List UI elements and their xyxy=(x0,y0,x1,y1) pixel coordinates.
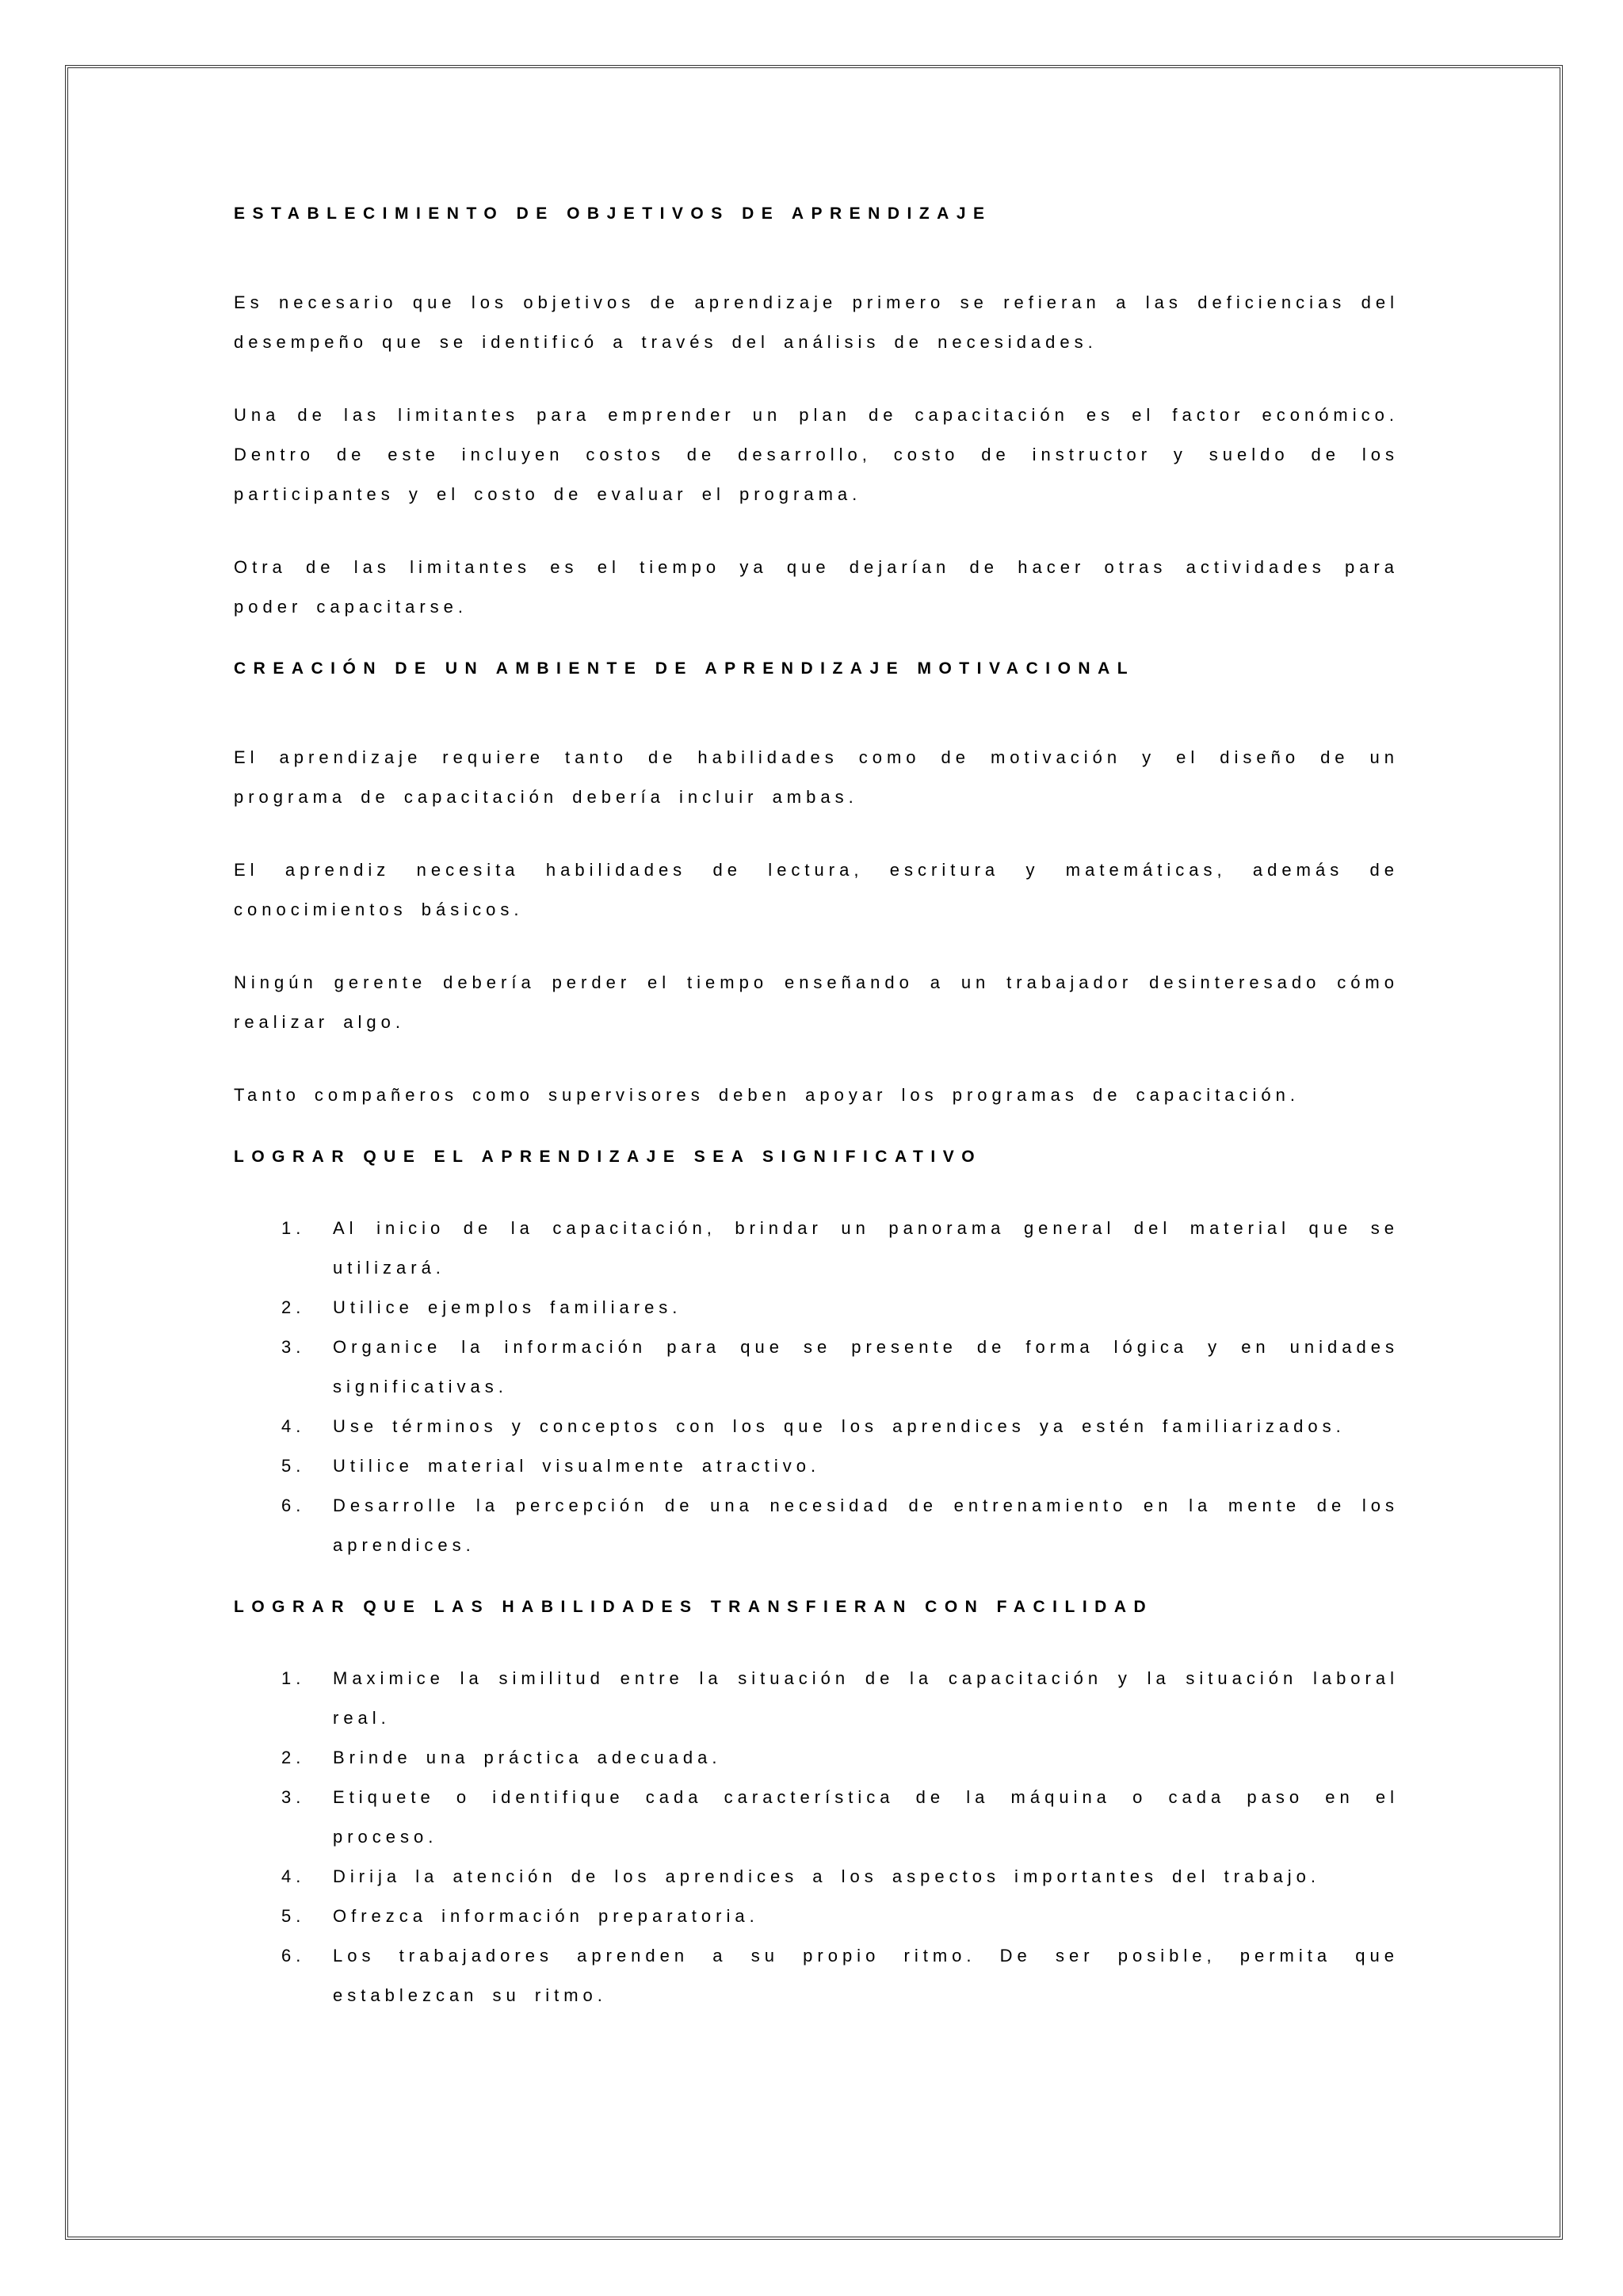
section-heading-ambiente: CREACIÓN DE UN AMBIENTE DE APRENDIZAJE MOTIVACIONAL xyxy=(234,659,1136,678)
list-text: Desarrolle la percepción de una necesidad de entrenamiento en la mente de los aprendices. xyxy=(333,1496,1399,1555)
list-number: 1. xyxy=(281,1668,306,1688)
list-text: Utilice ejemplos familiares. xyxy=(333,1297,682,1317)
list-item xyxy=(234,1897,1399,1936)
list-item xyxy=(234,1659,1399,1738)
list-text: Los trabajadores aprenden a su propio ritmo. De ser posible, permita que establezcan su ritmo. xyxy=(333,1946,1399,2005)
list-text: Dirija la atención de los aprendices a los aspectos importantes del trabajo. xyxy=(333,1866,1320,1886)
list-number: 5. xyxy=(281,1906,306,1926)
list-item xyxy=(234,1857,1399,1897)
numbered-list-transferencia xyxy=(234,1659,1399,2015)
list-text: Utilice material visualmente atractivo. xyxy=(333,1456,821,1476)
list-text: Organice la información para que se presente de forma lógica y en unidades significativas. xyxy=(333,1337,1399,1396)
list-number: 4. xyxy=(281,1416,306,1436)
list-number: 3. xyxy=(281,1787,306,1807)
list-item xyxy=(234,1778,1399,1857)
list-number: 4. xyxy=(281,1866,306,1886)
paragraph: Ningún gerente debería perder el tiempo enseñando a un trabajador desinteresado cómo realizar algo. xyxy=(234,972,1399,1032)
list-item xyxy=(234,1407,1399,1446)
list-number: 3. xyxy=(281,1337,306,1357)
paragraph: Tanto compañeros como supervisores deben apoyar los programas de capacitación. xyxy=(234,1085,1300,1105)
paragraph: Otra de las limitantes es el tiempo ya que dejarían de hacer otras actividades para poder capacitarse. xyxy=(234,557,1399,617)
list-number: 2. xyxy=(281,1297,306,1317)
numbered-list-significativo xyxy=(234,1209,1399,1565)
list-item xyxy=(234,1446,1399,1486)
section-heading-significativo: LOGRAR QUE EL APRENDIZAJE SEA SIGNIFICATIVO xyxy=(234,1148,983,1166)
paragraph: Es necesario que los objetivos de aprendizaje primero se refieran a las deficiencias del desempeño que se identificó a través del análisis de necesidades. xyxy=(234,292,1399,352)
list-number: 5. xyxy=(281,1456,306,1476)
list-item xyxy=(234,1288,1399,1328)
list-item xyxy=(234,1936,1399,2015)
section-heading-objetivos: ESTABLECIMIENTO DE OBJETIVOS DE APRENDIZAJE xyxy=(234,204,992,223)
list-item xyxy=(234,1328,1399,1407)
list-text: Use términos y conceptos con los que los aprendices ya estén familiarizados. xyxy=(333,1416,1346,1436)
list-text: Ofrezca información preparatoria. xyxy=(333,1906,759,1926)
list-text: Maximice la similitud entre la situación de la capacitación y la situación laboral real. xyxy=(333,1668,1399,1728)
list-item xyxy=(234,1486,1399,1565)
list-text: Etiquete o identifique cada característica de la máquina o cada paso en el proceso. xyxy=(333,1787,1399,1847)
section-heading-transferencia: LOGRAR QUE LAS HABILIDADES TRANSFIERAN CON FACILIDAD xyxy=(234,1598,1154,1616)
list-text: Al inicio de la capacitación, brindar un panorama general del material que se utilizará. xyxy=(333,1218,1399,1278)
document-body xyxy=(234,194,1399,2038)
list-text: Brinde una práctica adecuada. xyxy=(333,1748,722,1767)
paragraph: El aprendiz necesita habilidades de lectura, escritura y matemáticas, además de conocimientos básicos. xyxy=(234,860,1399,919)
list-number: 6. xyxy=(281,1496,306,1515)
list-number: 1. xyxy=(281,1218,306,1238)
list-item xyxy=(234,1738,1399,1778)
paragraph: El aprendizaje requiere tanto de habilidades como de motivación y el diseño de un programa de capacitación debería incluir ambas. xyxy=(234,747,1399,807)
list-number: 2. xyxy=(281,1748,306,1767)
list-number: 6. xyxy=(281,1946,306,1966)
paragraph: Una de las limitantes para emprender un plan de capacitación es el factor económico. Dentro de este incluyen costos de desarrollo, costo de instructor y sueldo de los participantes y el costo de evaluar el programa. xyxy=(234,405,1399,504)
list-item xyxy=(234,1209,1399,1288)
